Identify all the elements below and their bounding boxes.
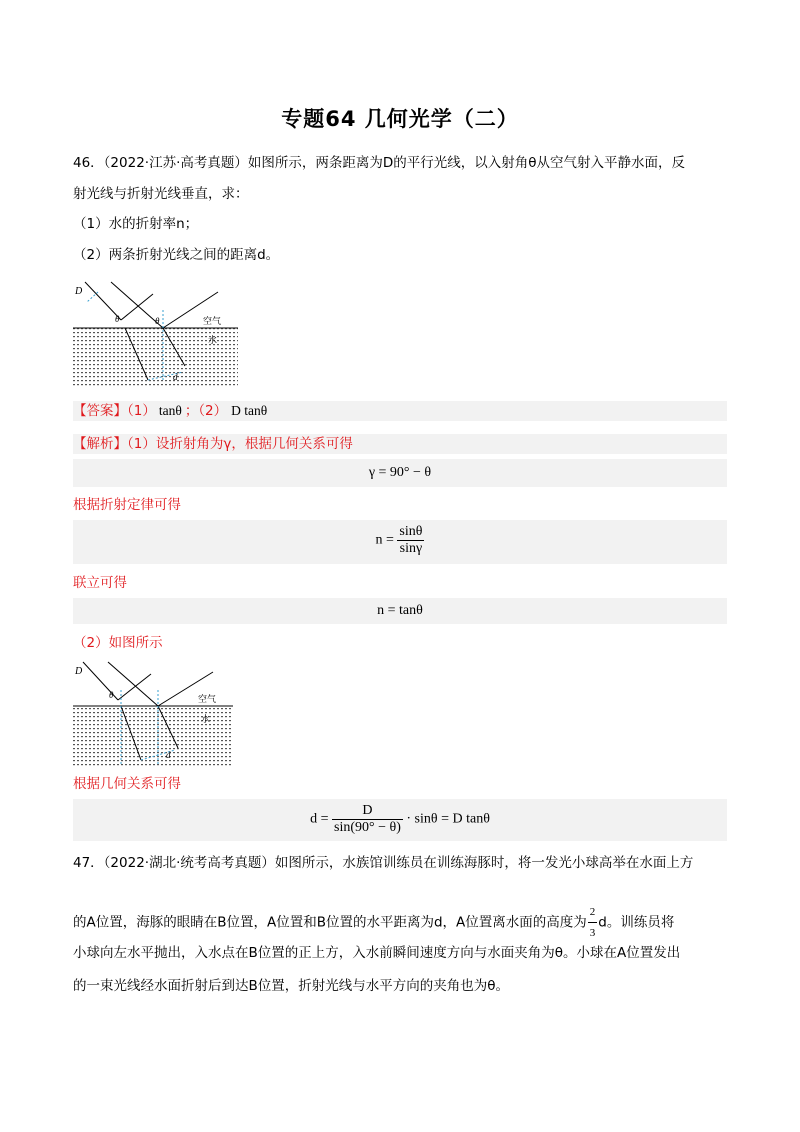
label-air: 空气 (203, 317, 222, 327)
text-combine: 联立可得 (73, 575, 127, 591)
equation-n (73, 520, 727, 564)
answer-2: D tanθ (231, 403, 268, 418)
incident-ray-b (108, 662, 158, 706)
answer-1: tanθ (158, 403, 182, 418)
figure-light-rays-1 (73, 280, 243, 388)
q47-frac-num: 2 (588, 902, 598, 923)
eq2-numerator: sinθ (399, 524, 423, 539)
equation-gamma: γ = 90° − θ (73, 459, 727, 487)
text-part2: （2）如图所示 (73, 635, 163, 651)
answer-tag: 【答案】 (73, 403, 127, 419)
q47-line1: 47．（2022·湖北·统考高考真题）如图所示，水族馆训练员在训练海豚时，将一发光小球高举在水面上方 (73, 855, 694, 871)
eq4-numerator: D (332, 803, 403, 820)
eq4-lhs: d = (310, 811, 329, 827)
eq4-rhs: · sinθ = D tanθ (406, 811, 490, 827)
analysis-text: （1）设折射角为γ，根据几何关系可得 (127, 436, 353, 452)
label-air-2: 空气 (198, 695, 217, 705)
label-water-2: 水 (201, 715, 211, 725)
text-refraction-law: 根据折射定律可得 (73, 497, 181, 513)
label-D-2: D (75, 666, 83, 677)
q46-line4: （2）两条折射光线之间的距离d。 (73, 247, 280, 263)
q47-frac-den: 3 (589, 927, 596, 939)
q47-line2 (73, 902, 674, 943)
eq4-denominator: sin(90° − θ) (334, 820, 401, 835)
label-theta-2: θ (155, 316, 160, 326)
q46-line3: （1）水的折射率n； (73, 216, 199, 232)
q47-line2b: d。训练员将 (598, 914, 675, 931)
eq2-fraction (397, 524, 424, 557)
text-geometry: 根据几何关系可得 (73, 776, 181, 792)
page-title: 专题64 几何光学（二） (281, 107, 519, 131)
q46-line1: 46．（2022·江苏·高考真题）如图所示，两条距离为D的平行光线，以入射角θ从空气射入平静水面，反 (73, 155, 686, 171)
label-water: 水 (208, 336, 218, 346)
eq2-denominator: sinγ (399, 541, 423, 556)
label-D: D (75, 286, 83, 297)
q47-line4: 的一束光线经水面折射后到达B位置，折射光线与水平方向的夹角也为θ。 (73, 978, 510, 994)
answer-sep: ；（2） (184, 403, 228, 419)
label-d-2: d (166, 750, 171, 760)
q47-line3: 小球向左水平抛出，入水点在B位置的正上方，入水前瞬间速度方向与水面夹角为θ。小球在A位置发出 (73, 945, 681, 961)
q47-fraction (588, 902, 598, 943)
label-d: d (173, 372, 178, 382)
eq2-lhs: n = (375, 532, 394, 548)
q46-line2: 射光线与折射光线垂直，求： (73, 186, 249, 202)
eq4-fraction (332, 803, 403, 836)
equation-n-tan: n = tanθ (73, 598, 727, 624)
reflected-ray-1 (121, 294, 153, 320)
answer-part1-label: （1） (127, 403, 156, 419)
equation-d (73, 799, 727, 841)
analysis-tag: 【解析】 (73, 436, 127, 452)
q47-line2a: 的A位置，海豚的眼睛在B位置，A位置和B位置的水平距离为d，A位置离水面的高度为 (73, 914, 587, 931)
label-theta-1: θ (115, 314, 120, 324)
analysis-line (73, 434, 727, 454)
answer-line (73, 401, 727, 421)
figure-light-rays-2 (73, 660, 238, 768)
label-theta-2a: θ (109, 690, 114, 700)
